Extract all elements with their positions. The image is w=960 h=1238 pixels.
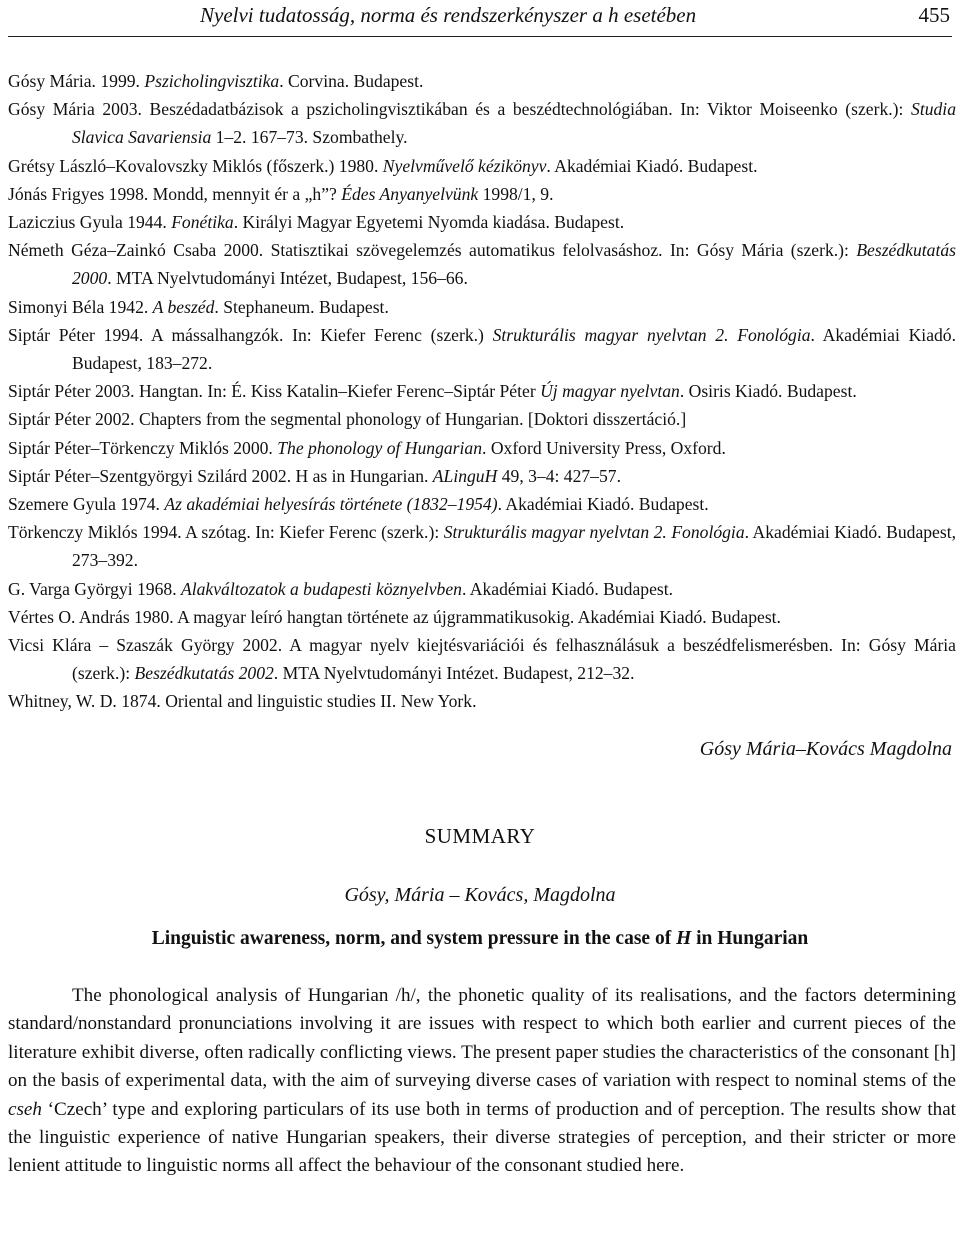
reference-entry — [8, 575, 956, 603]
reference-text: Grétsy László–Kovalovszky Miklós (főszerk.) 1980. — [8, 155, 383, 176]
reference-entry — [8, 377, 956, 405]
running-header — [8, 2, 952, 37]
abstract-italic-term: cseh — [8, 1098, 42, 1120]
reference-text: . MTA Nyelvtudományi Intézet, Budapest, 156–66. — [107, 268, 468, 289]
reference-text: Törkenczy Miklós 1994. A szótag. In: Kiefer Ferenc (szerk.): — [8, 522, 444, 543]
reference-italic: Édes Anyanyelvünk — [341, 183, 479, 204]
reference-italic: A beszéd — [152, 296, 215, 317]
reference-text: Siptár Péter 1994. A mássalhangzók. In: Kiefer Ferenc (szerk.) — [8, 324, 493, 345]
author-signature: Gósy Mária–Kovács Magdolna — [699, 738, 952, 760]
summary-title-part: in Hungarian — [691, 928, 809, 949]
reference-entry — [8, 321, 956, 377]
reference-text: . Akadémiai Kiadó. Budapest. — [461, 578, 674, 599]
reference-italic: Strukturális magyar nyelvtan 2. Fonológia — [492, 324, 811, 345]
reference-italic: Beszédkutatás 2002 — [134, 663, 274, 684]
reference-entry — [8, 293, 956, 321]
reference-entry — [8, 208, 956, 236]
running-title: Nyelvi tudatosság, norma és rendszerkényszer a h esetében — [200, 3, 697, 27]
reference-text: Németh Géza–Zainkó Csaba 2000. Statisztikai szövegelemzés automatikus felolvasáshoz. In: Gósy Mária (szerk.): — [8, 240, 857, 261]
reference-italic: Új magyar nyelvtan — [540, 381, 680, 402]
reference-entry — [8, 152, 956, 180]
reference-italic: Strukturális magyar nyelvtan 2. Fonológia — [443, 522, 745, 543]
reference-entry — [8, 180, 956, 208]
reference-italic: Nyelvművelő kézikönyv — [382, 155, 547, 176]
reference-text: Vértes O. András 1980. A magyar leíró hangtan története az újgrammatikusokig. Akadémiai Kiadó. Budapest. — [8, 606, 781, 627]
reference-text: 1998/1, 9. — [478, 183, 554, 204]
reference-italic: Beszédkutatás 2000 — [72, 240, 956, 289]
reference-italic: Fonétika — [171, 212, 234, 233]
reference-entry — [8, 405, 956, 433]
reference-text: 49, 3–4: 427–57. — [497, 465, 621, 486]
summary-authors: Gósy, Mária – Kovács, Magdolna — [344, 884, 616, 906]
reference-text: . Királyi Magyar Egyetemi Nyomda kiadása. Budapest. — [233, 212, 625, 233]
reference-italic: Az akadémiai helyesírás története (1832–1954) — [164, 494, 498, 515]
summary-heading: SUMMARY — [424, 824, 536, 848]
reference-text: . MTA Nyelvtudományi Intézet. Budapest, 212–32. — [273, 663, 635, 684]
reference-text: . Akadémiai Kiadó. Budapest. — [497, 494, 709, 515]
reference-text: Vicsi Klára – Szaszák György 2002. A magyar nyelv kiejtésvariációi és felhasználásuk a beszédfelismerésben. In: Gósy Mária (szerk.): — [8, 635, 956, 684]
summary-abstract — [8, 982, 956, 1181]
reference-text: Siptár Péter–Törkenczy Miklós 2000. — [8, 437, 278, 458]
summary-title-italic: H — [676, 928, 692, 949]
reference-text: 1–2. 167–73. Szombathely. — [211, 127, 408, 148]
reference-text: Siptár Péter 2003. Hangtan. In: É. Kiss Katalin–Kiefer Ferenc–Siptár Péter — [8, 381, 541, 402]
reference-text: Simonyi Béla 1942. — [8, 296, 153, 317]
abstract-text: ‘Czech’ type and exploring particulars of its use both in terms of production and of perception. The results show that the linguistic experience of native Hungarian speakers, their diverse strategies of perception, and their stricter or more lenient attitude to linguistic norms all affect the behaviour of the consonant studied here. — [8, 1098, 956, 1177]
reference-entry — [8, 462, 956, 490]
abstract-text: The phonological analysis of Hungarian /h/, the phonetic quality of its realisations, and the factors determining standard/nonstandard pronunciations involving it are issues with respect to which both earlier and current pieces of the literature exhibit diverse, often radically conflicting views. The present paper studies the characteristics of the consonant [h] on the basis of experimental data, with the aim of surveying diverse cases of variation with respect to nominal stems of the — [8, 985, 956, 1092]
reference-entry — [8, 67, 956, 95]
reference-text: Gósy Mária 2003. Beszédadatbázisok a pszicholingvisztikában és a beszédtechnológiában. In: Viktor Moiseenko (szerk.): — [8, 99, 912, 120]
references-list — [8, 67, 956, 716]
reference-entry — [8, 687, 956, 715]
reference-text: Siptár Péter–Szentgyörgyi Szilárd 2002. H as in Hungarian. — [8, 465, 433, 486]
reference-text: Jónás Frigyes 1998. Mondd, mennyit ér a „h”? — [8, 183, 342, 204]
reference-text: Whitney, W. D. 1874. Oriental and linguistic studies II. New York. — [8, 691, 477, 712]
reference-text: . Akadémiai Kiadó. Budapest, 183–272. — [72, 324, 956, 374]
reference-entry — [8, 236, 956, 292]
reference-italic: The phonology of Hungarian — [277, 437, 483, 458]
reference-italic: Studia Slavica Savariensia — [72, 99, 956, 148]
reference-text: . Akadémiai Kiadó. Budapest, 273–392. — [72, 522, 956, 571]
reference-text: . Stephaneum. Budapest. — [214, 296, 389, 317]
reference-text: . Akadémiai Kiadó. Budapest. — [546, 155, 758, 176]
reference-text: G. Varga Györgyi 1968. — [8, 578, 181, 599]
reference-entry — [8, 631, 956, 687]
reference-entry — [8, 518, 956, 574]
reference-text: . Corvina. Budapest. — [279, 71, 424, 91]
summary-title — [0, 925, 960, 953]
reference-text: Gósy Mária. 1999. — [8, 71, 145, 91]
reference-text: Szemere Gyula 1974. — [8, 494, 165, 515]
summary-title-part: Linguistic awareness, norm, and system pressure in the case of — [151, 928, 677, 949]
reference-entry — [8, 603, 956, 631]
reference-text: . Osiris Kiadó. Budapest. — [679, 381, 857, 402]
reference-entry — [8, 490, 956, 518]
reference-text: Laziczius Gyula 1944. — [8, 212, 172, 233]
reference-italic: Pszicholingvisztika — [144, 71, 280, 91]
reference-italic: Alakváltozatok a budapesti köznyelvben — [181, 578, 462, 599]
reference-entry — [8, 95, 956, 151]
page-number: 455 — [918, 3, 950, 27]
reference-text: Siptár Péter 2002. Chapters from the segmental phonology of Hungarian. [Doktori disszertáció.] — [8, 409, 687, 430]
reference-italic: ALinguH — [432, 465, 498, 486]
reference-text: . Oxford University Press, Oxford. — [482, 437, 726, 458]
reference-entry — [8, 434, 956, 462]
